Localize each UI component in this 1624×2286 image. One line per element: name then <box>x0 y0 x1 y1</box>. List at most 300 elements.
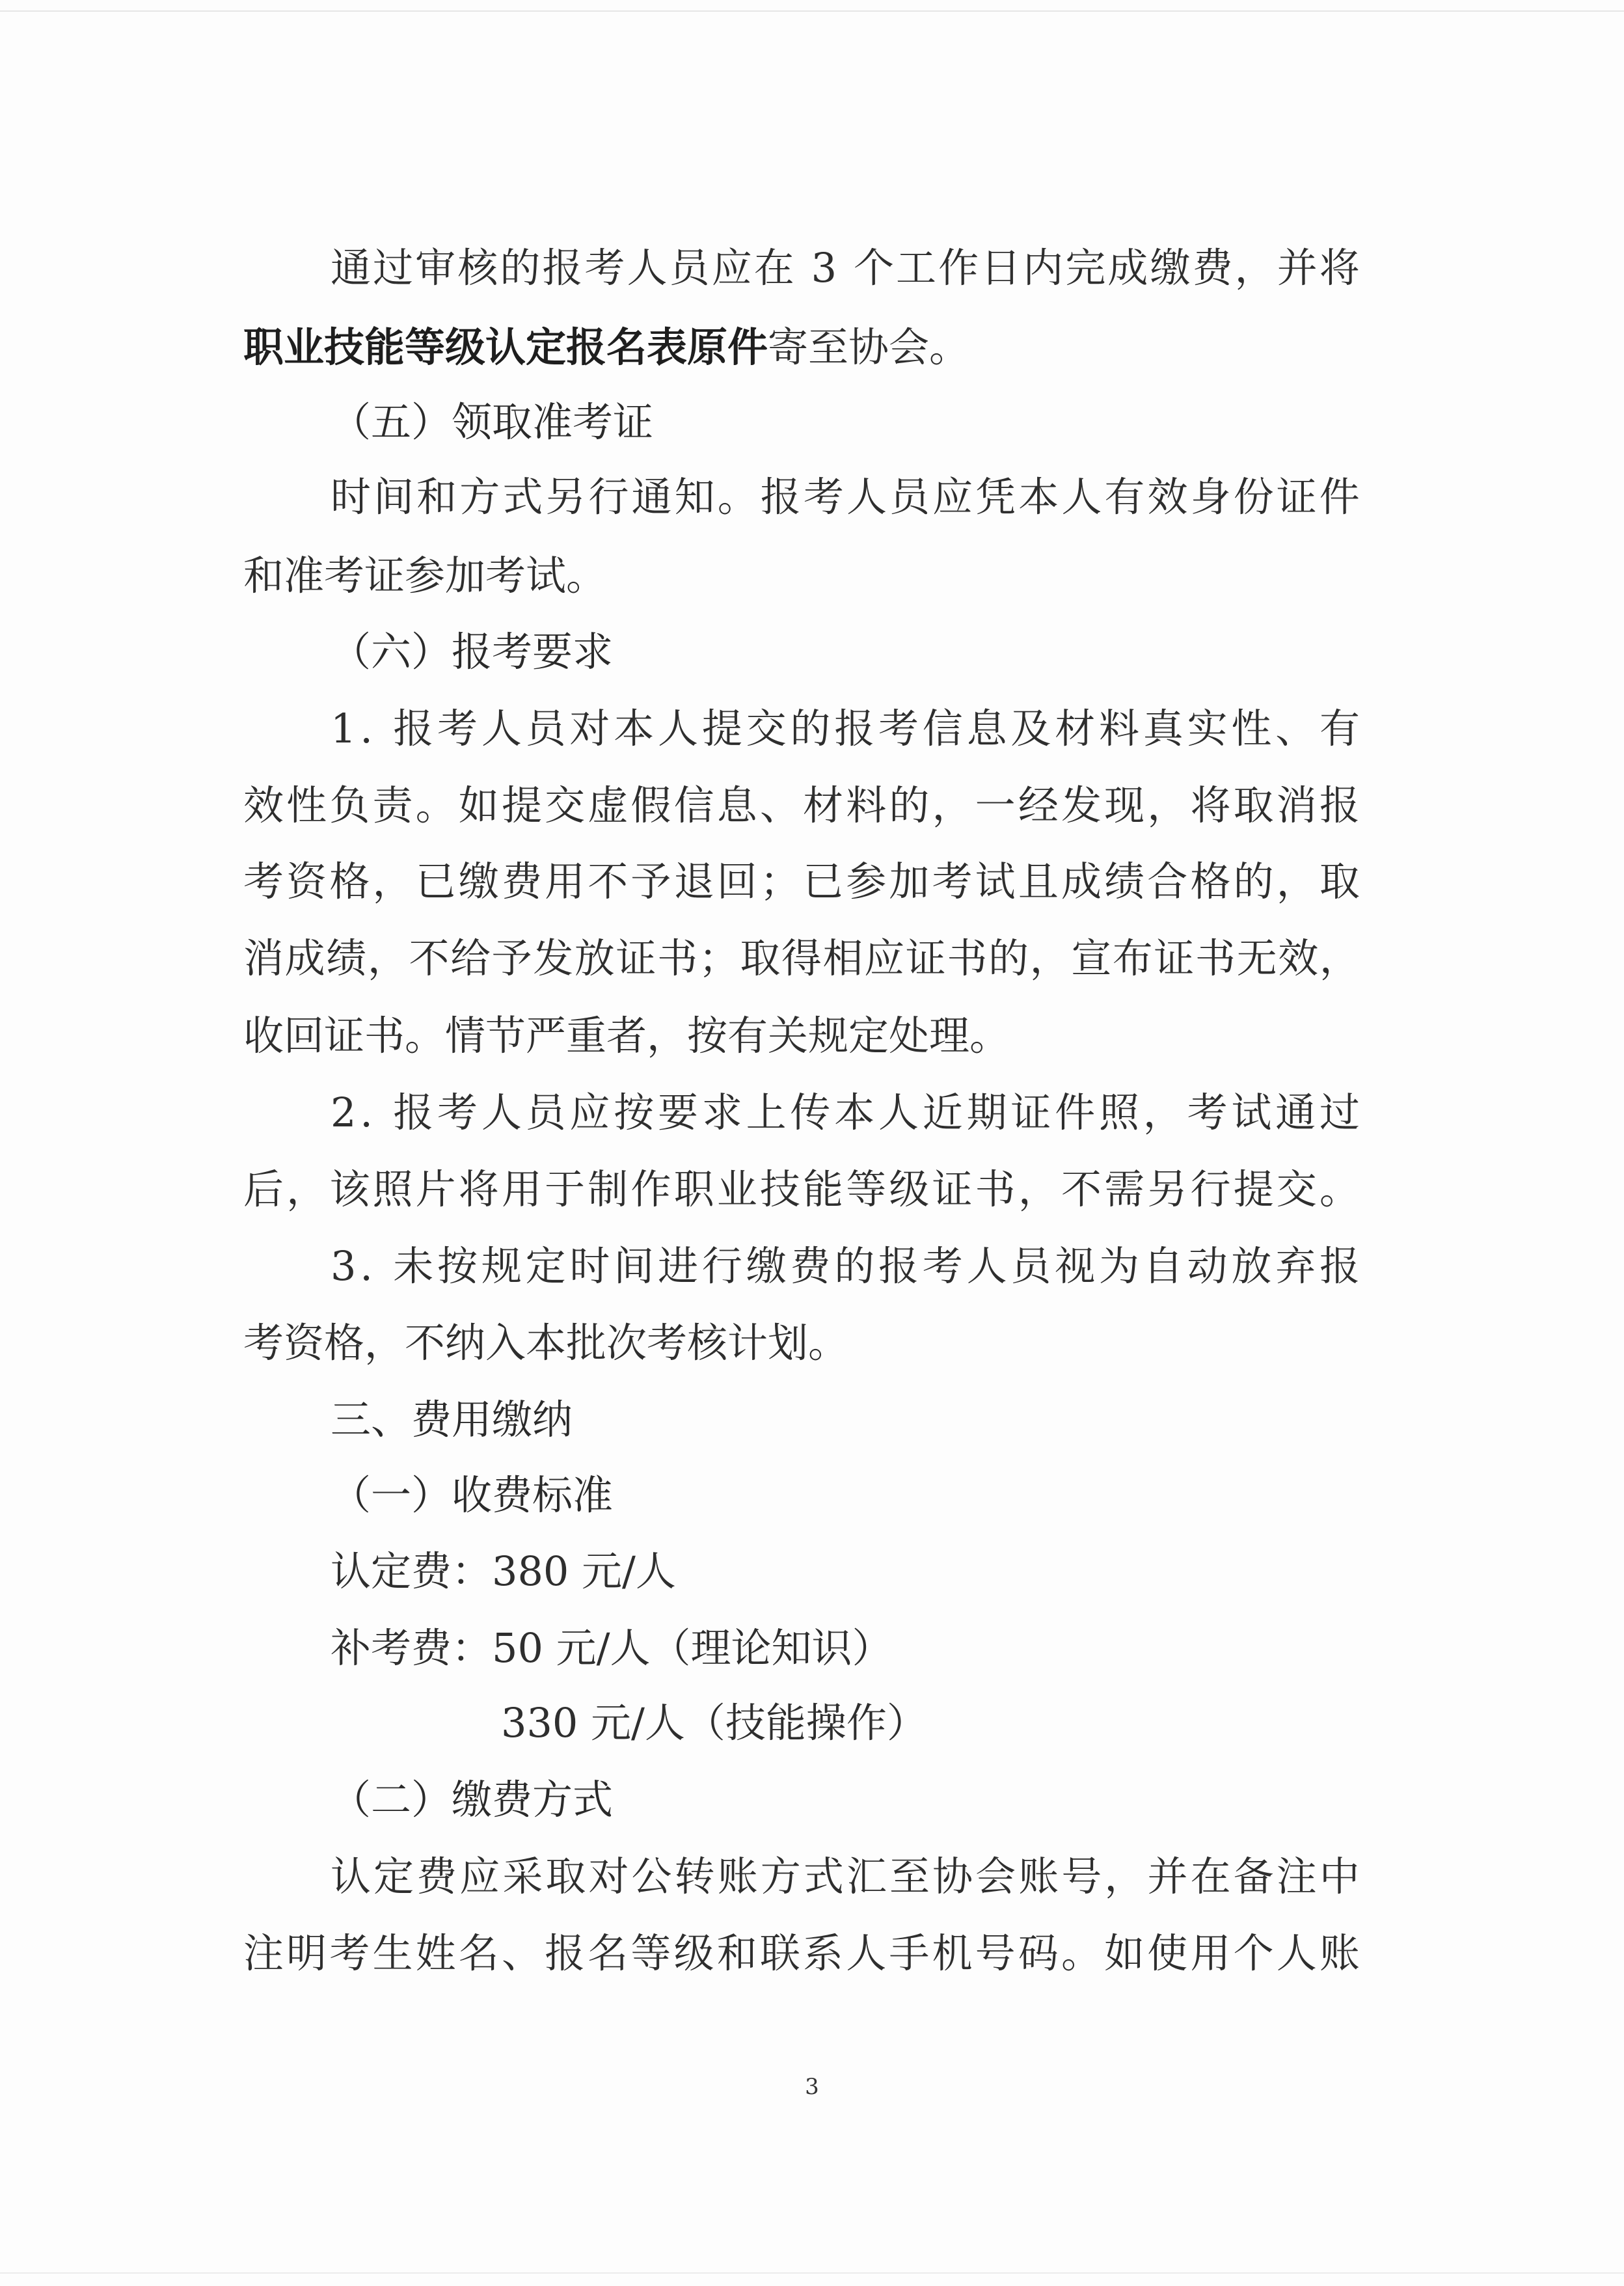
glyph: ， <box>1276 858 1317 905</box>
glyph: 发 <box>533 934 574 982</box>
glyph: 人 <box>846 1929 887 1977</box>
glyph: 另 <box>545 473 586 521</box>
glyph: 有 <box>1319 705 1360 752</box>
glyph: 进 <box>658 1242 699 1290</box>
glyph: 已 <box>803 858 844 905</box>
glyph: 消 <box>243 934 284 982</box>
glyph: 核 <box>457 244 498 292</box>
paragraph-line: 收回证书。情节严重者，按有关规定处理。 <box>243 1012 1010 1059</box>
paragraph-line: 和准考证参加考试。 <box>243 552 607 599</box>
glyph: 员 <box>525 1089 566 1136</box>
glyph: 另 <box>1147 1165 1188 1213</box>
glyph: 按 <box>437 1242 478 1290</box>
paragraph-line <box>243 780 1360 832</box>
glyph: 考 <box>878 705 919 752</box>
glyph: 实 <box>1187 705 1228 752</box>
glyph: 片 <box>415 1165 456 1213</box>
paragraph-line <box>331 1240 1360 1292</box>
glyph: 和 <box>716 1929 757 1977</box>
glyph: 效 <box>1147 473 1188 521</box>
fee-line: 认定费：380 元/人 <box>331 1547 676 1595</box>
glyph: 要 <box>658 1089 699 1136</box>
glyph: 并 <box>1147 1853 1188 1900</box>
glyph: 回 <box>716 858 757 905</box>
glyph: 放 <box>1231 1242 1272 1290</box>
glyph: 行 <box>701 1242 742 1290</box>
glyph: 将 <box>458 1165 499 1213</box>
glyph: 账 <box>1018 1853 1059 1900</box>
glyph: 息 <box>716 782 757 829</box>
glyph: 本 <box>1018 473 1059 521</box>
glyph: 式 <box>502 473 543 521</box>
glyph: 协 <box>932 1853 973 1900</box>
glyph: 交 <box>1276 1165 1317 1213</box>
glyph: 成 <box>284 934 325 982</box>
glyph: 一 <box>975 782 1016 829</box>
glyph: 取 <box>1319 858 1360 905</box>
glyph: 名 <box>588 1929 629 1977</box>
glyph: 审 <box>415 244 456 292</box>
glyph: 及 <box>1010 705 1051 752</box>
glyph: 级 <box>673 1929 714 1977</box>
glyph: 于 <box>545 1165 586 1213</box>
glyph: 使 <box>1147 1929 1188 1977</box>
glyph: 、 <box>1275 705 1316 752</box>
glyph: 责 <box>372 782 413 829</box>
glyph: 件 <box>1319 473 1360 521</box>
glyph: 且 <box>1018 858 1059 905</box>
glyph: 间 <box>614 1242 655 1290</box>
glyph <box>377 703 390 755</box>
glyph: 。 <box>1319 1165 1360 1213</box>
glyph: 宣 <box>1071 934 1112 982</box>
glyph: 给 <box>450 934 491 982</box>
glyph: 予 <box>630 858 671 905</box>
glyph: 明 <box>286 1929 327 1977</box>
glyph: 人 <box>481 1089 522 1136</box>
glyph: 加 <box>889 858 930 905</box>
glyph: 公 <box>631 1853 672 1900</box>
glyph: 照 <box>372 1165 413 1213</box>
glyph: 至 <box>889 1853 930 1900</box>
paragraph-line <box>331 1851 1360 1903</box>
glyph: 参 <box>846 858 887 905</box>
glyph: 号 <box>975 1929 1016 1977</box>
glyph: 取 <box>545 1853 586 1900</box>
glyph: 合 <box>1147 858 1188 905</box>
glyph: ， <box>1319 934 1360 982</box>
glyph: 绩 <box>1104 858 1145 905</box>
glyph: 无 <box>1236 934 1277 982</box>
glyph <box>377 1087 390 1139</box>
glyph: 定 <box>525 1242 566 1290</box>
glyph: 个 <box>1233 1929 1274 1977</box>
paragraph-line: 考资格，不纳入本批次考核计划。 <box>243 1319 849 1367</box>
glyph: 通 <box>631 473 672 521</box>
glyph: 联 <box>759 1929 800 1977</box>
glyph: ， <box>1104 1853 1145 1900</box>
glyph: 证 <box>1276 473 1317 521</box>
glyph: 应 <box>711 244 752 292</box>
fee-line: 补考费：50 元/人（理论知识） <box>331 1624 893 1672</box>
glyph: 报 <box>542 244 583 292</box>
glyph: 应 <box>569 1089 610 1136</box>
glyph: 会 <box>975 1853 1016 1900</box>
glyph: 定 <box>373 1853 414 1900</box>
glyph: 人 <box>1276 1929 1317 1977</box>
glyph: 效 <box>243 782 284 829</box>
glyph: 作 <box>938 244 979 292</box>
glyph: 过 <box>373 244 414 292</box>
glyph: 通 <box>331 244 372 292</box>
glyph: 。 <box>415 782 456 829</box>
glyph: 负 <box>329 782 370 829</box>
glyph: 报 <box>1319 782 1360 829</box>
glyph: 试 <box>1231 1089 1272 1136</box>
line-text-tail: 寄至协会。 <box>768 323 970 371</box>
glyph: 费 <box>1192 244 1233 292</box>
glyph: 本 <box>834 1089 875 1136</box>
glyph: 应 <box>932 473 973 521</box>
glyph: 证 <box>905 934 946 982</box>
glyph: 的 <box>889 782 930 829</box>
glyph: 、 <box>501 1929 542 1977</box>
glyph: 完 <box>1065 244 1106 292</box>
glyph: 有 <box>1104 473 1145 521</box>
glyph: 相 <box>822 934 863 982</box>
glyph: 日 <box>981 244 1022 292</box>
glyph: 汇 <box>846 1853 887 1900</box>
glyph: 已 <box>415 858 456 905</box>
glyph: 2 <box>331 1089 357 1136</box>
glyph: 手 <box>889 1929 930 1977</box>
glyph: 注 <box>1276 1853 1317 1900</box>
glyph: 弃 <box>1275 1242 1316 1290</box>
glyph: 退 <box>673 858 714 905</box>
glyph: 提 <box>501 782 542 829</box>
scan-edge-top <box>0 10 1624 12</box>
glyph: 得 <box>781 934 822 982</box>
glyph: 身 <box>1190 473 1231 521</box>
glyph: 报 <box>1319 1242 1360 1290</box>
glyph: 个 <box>853 244 894 292</box>
glyph: 成 <box>1061 858 1102 905</box>
glyph: ， <box>1234 244 1275 292</box>
glyph: 不 <box>409 934 450 982</box>
glyph: 缴 <box>458 858 499 905</box>
glyph: 考 <box>584 244 625 292</box>
glyph: 能 <box>803 1165 844 1213</box>
glyph: 虚 <box>588 782 629 829</box>
glyph: 中 <box>1319 1853 1360 1900</box>
glyph: ， <box>1029 934 1070 982</box>
glyph: 报 <box>834 705 875 752</box>
glyph: 报 <box>545 1929 586 1977</box>
glyph: 费 <box>790 1242 831 1290</box>
glyph: 应 <box>459 1853 500 1900</box>
glyph: 书 <box>975 1165 1016 1213</box>
glyph: 缴 <box>1150 244 1191 292</box>
glyph: 机 <box>932 1929 973 1977</box>
glyph: 、 <box>759 782 800 829</box>
glyph: 考 <box>437 705 478 752</box>
glyph: 近 <box>922 1089 963 1136</box>
glyph: 考 <box>437 1089 478 1136</box>
glyph: 交 <box>746 705 787 752</box>
glyph: 员 <box>889 473 930 521</box>
glyph: 人 <box>966 1242 1007 1290</box>
glyph: 传 <box>790 1089 831 1136</box>
glyph: 现 <box>1104 782 1145 829</box>
glyph: 用 <box>1190 1929 1231 1977</box>
glyph: 通 <box>1275 1089 1316 1136</box>
glyph: 号 <box>1061 1853 1102 1900</box>
glyph: 如 <box>458 782 499 829</box>
glyph: 工 <box>896 244 937 292</box>
glyph: 。 <box>717 473 758 521</box>
glyph: 格 <box>1190 858 1231 905</box>
glyph <box>377 1240 390 1292</box>
glyph: 绩 <box>326 934 367 982</box>
glyph: 按 <box>614 1089 655 1136</box>
glyph: 人 <box>878 1089 919 1136</box>
glyph: 期 <box>966 1089 1007 1136</box>
glyph: 在 <box>753 244 794 292</box>
scan-edge-bottom <box>0 2272 1624 2274</box>
glyph: 等 <box>846 1165 887 1213</box>
glyph: 试 <box>975 858 1016 905</box>
glyph: 对 <box>588 1853 629 1900</box>
glyph: 码 <box>1018 1929 1059 1977</box>
glyph: 取 <box>1233 782 1274 829</box>
glyph: 效 <box>1278 934 1319 982</box>
paragraph-line <box>243 932 1360 985</box>
glyph: 性 <box>286 782 327 829</box>
glyph: 用 <box>545 858 586 905</box>
glyph: 知 <box>674 473 715 521</box>
glyph: 业 <box>716 1165 757 1213</box>
glyph: ， <box>372 858 413 905</box>
glyph: 为 <box>1098 1242 1139 1290</box>
glyph: 书 <box>947 934 988 982</box>
glyph: 方 <box>459 473 500 521</box>
glyph: 生 <box>372 1929 413 1977</box>
glyph: 份 <box>1233 473 1274 521</box>
glyph: 对 <box>569 705 610 752</box>
glyph: 提 <box>1233 1165 1274 1213</box>
glyph: 时 <box>331 473 372 521</box>
glyph: . <box>360 1242 373 1290</box>
glyph: 并 <box>1277 244 1318 292</box>
glyph: 3 <box>331 1242 357 1290</box>
glyph: 注 <box>243 1929 284 1977</box>
glyph: 。 <box>1061 1929 1102 1977</box>
glyph: 账 <box>717 1853 758 1900</box>
glyph: 考 <box>1187 1089 1228 1136</box>
glyph: 如 <box>1104 1929 1145 1977</box>
glyph: 将 <box>1319 244 1360 292</box>
glyph: ； <box>698 934 739 982</box>
glyph: 转 <box>674 1853 715 1900</box>
glyph: 的 <box>1233 858 1274 905</box>
glyph: 证 <box>932 1165 973 1213</box>
glyph: 内 <box>1023 244 1064 292</box>
glyph: 作 <box>630 1165 671 1213</box>
glyph <box>796 242 809 294</box>
glyph: 上 <box>746 1089 787 1136</box>
glyph: 不 <box>588 858 629 905</box>
section-heading: （五）领取准考证 <box>331 398 654 446</box>
glyph: 布 <box>1112 934 1153 982</box>
glyph: . <box>360 1089 373 1136</box>
glyph: 行 <box>588 473 629 521</box>
glyph: 报 <box>393 705 434 752</box>
paragraph-line <box>331 1087 1360 1139</box>
glyph: 动 <box>1187 1242 1228 1290</box>
glyph: 缴 <box>746 1242 787 1290</box>
glyph: 考 <box>922 1242 963 1290</box>
glyph: 视 <box>1055 1242 1096 1290</box>
glyph: 需 <box>1104 1165 1145 1213</box>
paragraph-line <box>243 1163 1360 1216</box>
glyph: 本 <box>614 705 655 752</box>
glyph: 真 <box>1143 705 1184 752</box>
glyph: 人 <box>481 705 522 752</box>
glyph: 报 <box>393 1089 434 1136</box>
glyph: 时 <box>569 1242 610 1290</box>
glyph: 间 <box>373 473 414 521</box>
glyph: 名 <box>458 1929 499 1977</box>
glyph: 发 <box>1061 782 1102 829</box>
glyph: 应 <box>864 934 905 982</box>
paragraph-line <box>331 242 1360 294</box>
glyph: 员 <box>525 705 566 752</box>
glyph: 书 <box>657 934 698 982</box>
glyph: 认 <box>331 1853 372 1900</box>
glyph: 证 <box>616 934 656 982</box>
glyph: 交 <box>545 782 586 829</box>
glyph: 性 <box>1231 705 1272 752</box>
glyph: 考 <box>932 858 973 905</box>
glyph: 信 <box>673 782 714 829</box>
glyph: 考 <box>243 858 284 905</box>
glyph: 后 <box>243 1165 284 1213</box>
section-heading: （一）收费标准 <box>331 1471 614 1519</box>
glyph: 技 <box>759 1165 800 1213</box>
glyph: 将 <box>1190 782 1231 829</box>
glyph: 考 <box>803 473 844 521</box>
glyph: 的 <box>988 934 1029 982</box>
paragraph-line <box>243 321 969 374</box>
glyph: 行 <box>1190 1165 1231 1213</box>
glyph: 照 <box>1098 1089 1139 1136</box>
glyph: 用 <box>501 1165 542 1213</box>
glyph: 料 <box>1098 705 1139 752</box>
glyph: 材 <box>1055 705 1096 752</box>
glyph: 格 <box>329 858 370 905</box>
glyph: ， <box>1143 1089 1184 1136</box>
glyph: 在 <box>1190 1853 1231 1900</box>
section-heading: （二）缴费方式 <box>331 1776 614 1823</box>
glyph: 凭 <box>975 473 1016 521</box>
page-number: 3 <box>805 2074 819 2100</box>
glyph: 的 <box>500 244 541 292</box>
paragraph-line <box>243 856 1360 908</box>
glyph: ， <box>367 934 408 982</box>
glyph: 材 <box>803 782 844 829</box>
glyph: 规 <box>481 1242 522 1290</box>
glyph: 职 <box>673 1165 714 1213</box>
section-heading: 三、费用缴纳 <box>331 1396 573 1443</box>
glyph: 书 <box>1195 934 1236 982</box>
glyph: 自 <box>1143 1242 1184 1290</box>
section-heading: （六）报考要求 <box>331 628 614 675</box>
glyph: 报 <box>760 473 801 521</box>
glyph: 人 <box>846 473 887 521</box>
glyph: 的 <box>790 705 831 752</box>
glyph: ， <box>1018 1165 1059 1213</box>
glyph: 账 <box>1319 1929 1360 1977</box>
glyph: ， <box>286 1165 327 1213</box>
glyph: 和 <box>416 473 457 521</box>
glyph: 取 <box>740 934 781 982</box>
glyph: 备 <box>1233 1853 1274 1900</box>
glyph: 级 <box>889 1165 930 1213</box>
bold-text: 职业技能等级认定报名表原件 <box>243 323 768 371</box>
glyph: 3 <box>811 244 837 292</box>
glyph: 人 <box>1061 473 1102 521</box>
glyph <box>839 242 852 294</box>
glyph: 人 <box>627 244 668 292</box>
glyph: 人 <box>658 705 699 752</box>
glyph: 经 <box>1018 782 1059 829</box>
glyph: 等 <box>630 1929 671 1977</box>
glyph: 费 <box>501 858 542 905</box>
glyph: 的 <box>834 1242 875 1290</box>
paragraph-line <box>243 1927 1360 1980</box>
glyph: 制 <box>588 1165 629 1213</box>
glyph: 不 <box>1061 1165 1102 1213</box>
glyph: 件 <box>1055 1089 1096 1136</box>
glyph: 费 <box>416 1853 457 1900</box>
glyph: 姓 <box>415 1929 456 1977</box>
glyph: 消 <box>1276 782 1317 829</box>
glyph: 式 <box>803 1853 844 1900</box>
glyph: 求 <box>701 1089 742 1136</box>
glyph: 报 <box>878 1242 919 1290</box>
glyph: 成 <box>1107 244 1148 292</box>
glyph: 信 <box>922 705 963 752</box>
paragraph-line <box>331 471 1360 523</box>
glyph: 员 <box>669 244 710 292</box>
glyph: 证 <box>1154 934 1195 982</box>
paragraph-line <box>331 703 1360 755</box>
glyph: 提 <box>701 705 742 752</box>
glyph: 证 <box>1010 1089 1051 1136</box>
glyph: 该 <box>329 1165 370 1213</box>
glyph: ； <box>759 858 800 905</box>
glyph: 方 <box>760 1853 801 1900</box>
glyph: ， <box>1147 782 1188 829</box>
glyph: 采 <box>502 1853 543 1900</box>
glyph: 未 <box>393 1242 434 1290</box>
glyph: 予 <box>491 934 532 982</box>
glyph: 息 <box>966 705 1007 752</box>
glyph: 放 <box>574 934 615 982</box>
glyph: . <box>360 705 373 752</box>
glyph: ， <box>932 782 973 829</box>
glyph: 1 <box>331 705 357 752</box>
